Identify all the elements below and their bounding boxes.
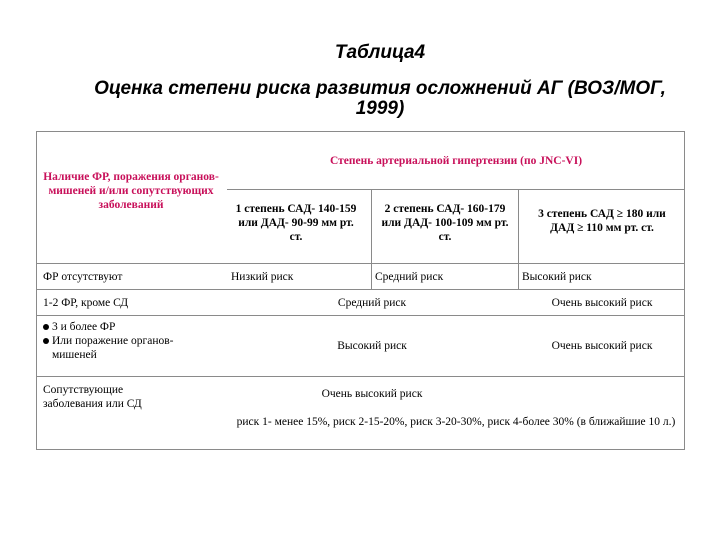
risk-table <box>36 131 685 450</box>
bullet-icon <box>43 338 49 344</box>
risk-cell: Высокий риск <box>522 271 592 283</box>
risk-cell: Очень высокий риск <box>551 297 653 309</box>
row-label: 1-2 ФР, кроме СД <box>43 297 129 309</box>
table-caption-number: Таблица4 <box>334 42 426 63</box>
divider <box>371 189 372 290</box>
table-title-line-1: Оценка степени риска развития осложнений АГ (ВОЗ/МОГ, <box>94 78 666 99</box>
divider <box>37 263 685 264</box>
risk-cell: Очень высокий риск <box>551 340 653 352</box>
risk-cell: Высокий риск <box>337 340 407 352</box>
degree-header-1: 1 степень САД- 140-159 или ДАД- 90-99 мм рт. ст. <box>235 203 357 243</box>
risk-cell: Средний риск <box>337 297 407 309</box>
corner-header: Наличие ФР, поражения органов-мишеней и/или сопутствующих заболеваний <box>43 171 219 211</box>
bullet-item: Или поражение органов-мишеней <box>43 334 183 362</box>
row-label: Сопутствующие заболевания или СД <box>43 384 142 410</box>
risk-cell: Очень высокий риск <box>321 388 423 400</box>
degree-header-2: 2 степень САД- 160-179 или ДАД- 100-109 мм рт. ст. <box>381 203 509 243</box>
divider <box>37 376 685 377</box>
risk-cell: Низкий риск <box>231 271 294 283</box>
divider <box>518 189 519 290</box>
divider <box>37 315 685 316</box>
degree-header-3: 3 степень САД ≥ 180 или ДАД ≥ 110 мм рт. ст. <box>538 208 666 234</box>
row-label-bullets <box>43 320 183 362</box>
footnote: риск 1- менее 15%, риск 2-15-20%, риск 3-20-30%, риск 4-более 30% (в ближайшие 10 л.) <box>236 416 676 428</box>
bullet-item: 3 и более ФР <box>43 320 183 334</box>
divider <box>37 289 685 290</box>
divider <box>227 189 685 190</box>
risk-cell: Средний риск <box>375 271 444 283</box>
group-header: Степень артериальной гипертензии (по JNC-VI) <box>329 155 583 167</box>
table-title-line-2: 1999) <box>355 98 405 119</box>
row-label: ФР отсутствуют <box>43 271 123 283</box>
bullet-icon <box>43 324 49 330</box>
